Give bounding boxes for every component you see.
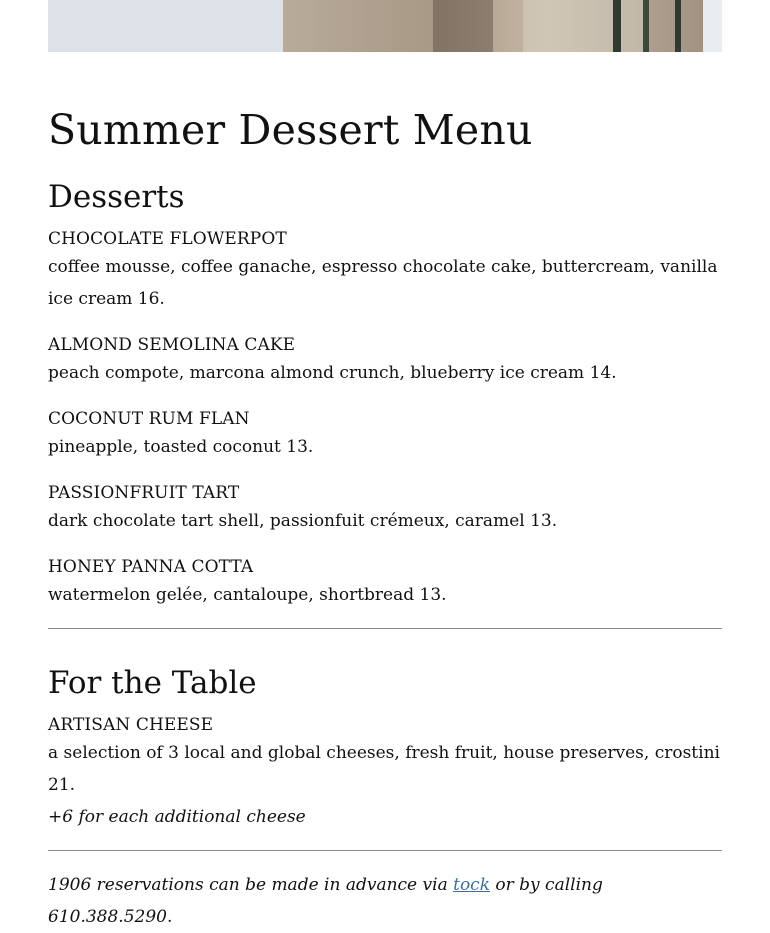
menu-item-name: ARTISAN CHEESE <box>48 715 214 735</box>
menu-item-name: COCONUT RUM FLAN <box>48 409 250 429</box>
menu-content <box>48 100 722 933</box>
section-title-desserts: Desserts <box>48 179 185 215</box>
menu-item-description: a selection of 3 local and global cheeses, fresh fruit, house preserves, crostini 21. <box>48 743 720 795</box>
menu-item <box>48 555 722 611</box>
reservation-phone-text: or by calling 610.388.5290. <box>48 875 603 927</box>
menu-item-name: ALMOND SEMOLINA CAKE <box>48 335 296 355</box>
menu-item-description: dark chocolate tart shell, passionfuit crémeux, caramel 13. <box>48 511 558 531</box>
section-title-for-the-table: For the Table <box>48 665 257 701</box>
menu-item-description: pineapple, toasted coconut 13. <box>48 437 314 457</box>
menu-item-description: peach compote, marcona almond crunch, blueberry ice cream 14. <box>48 363 617 383</box>
reservation-note <box>48 869 722 933</box>
menu-item <box>48 713 722 833</box>
menu-item-name: CHOCOLATE FLOWERPOT <box>48 229 287 249</box>
reservation-text: 1906 reservations can be made in advance via <box>48 875 454 895</box>
hero-color-block <box>48 0 283 52</box>
tock-link[interactable]: tock <box>453 875 490 895</box>
footer-divider <box>48 850 722 851</box>
menu-item <box>48 481 722 537</box>
menu-item <box>48 227 722 315</box>
menu-item-name: PASSIONFRUIT TART <box>48 483 240 503</box>
menu-item-description: coffee mousse, coffee ganache, espresso chocolate cake, buttercream, vanilla ice cream 16. <box>48 257 718 309</box>
menu-item <box>48 333 722 389</box>
menu-item-name: HONEY PANNA COTTA <box>48 557 254 577</box>
menu-item <box>48 407 722 463</box>
section-divider <box>48 628 722 629</box>
menu-item-description: watermelon gelée, cantaloupe, shortbread 13. <box>48 585 447 605</box>
hero-photo <box>283 0 722 52</box>
page-title: Summer Dessert Menu <box>48 106 533 154</box>
menu-item-note: +6 for each additional cheese <box>48 807 306 827</box>
